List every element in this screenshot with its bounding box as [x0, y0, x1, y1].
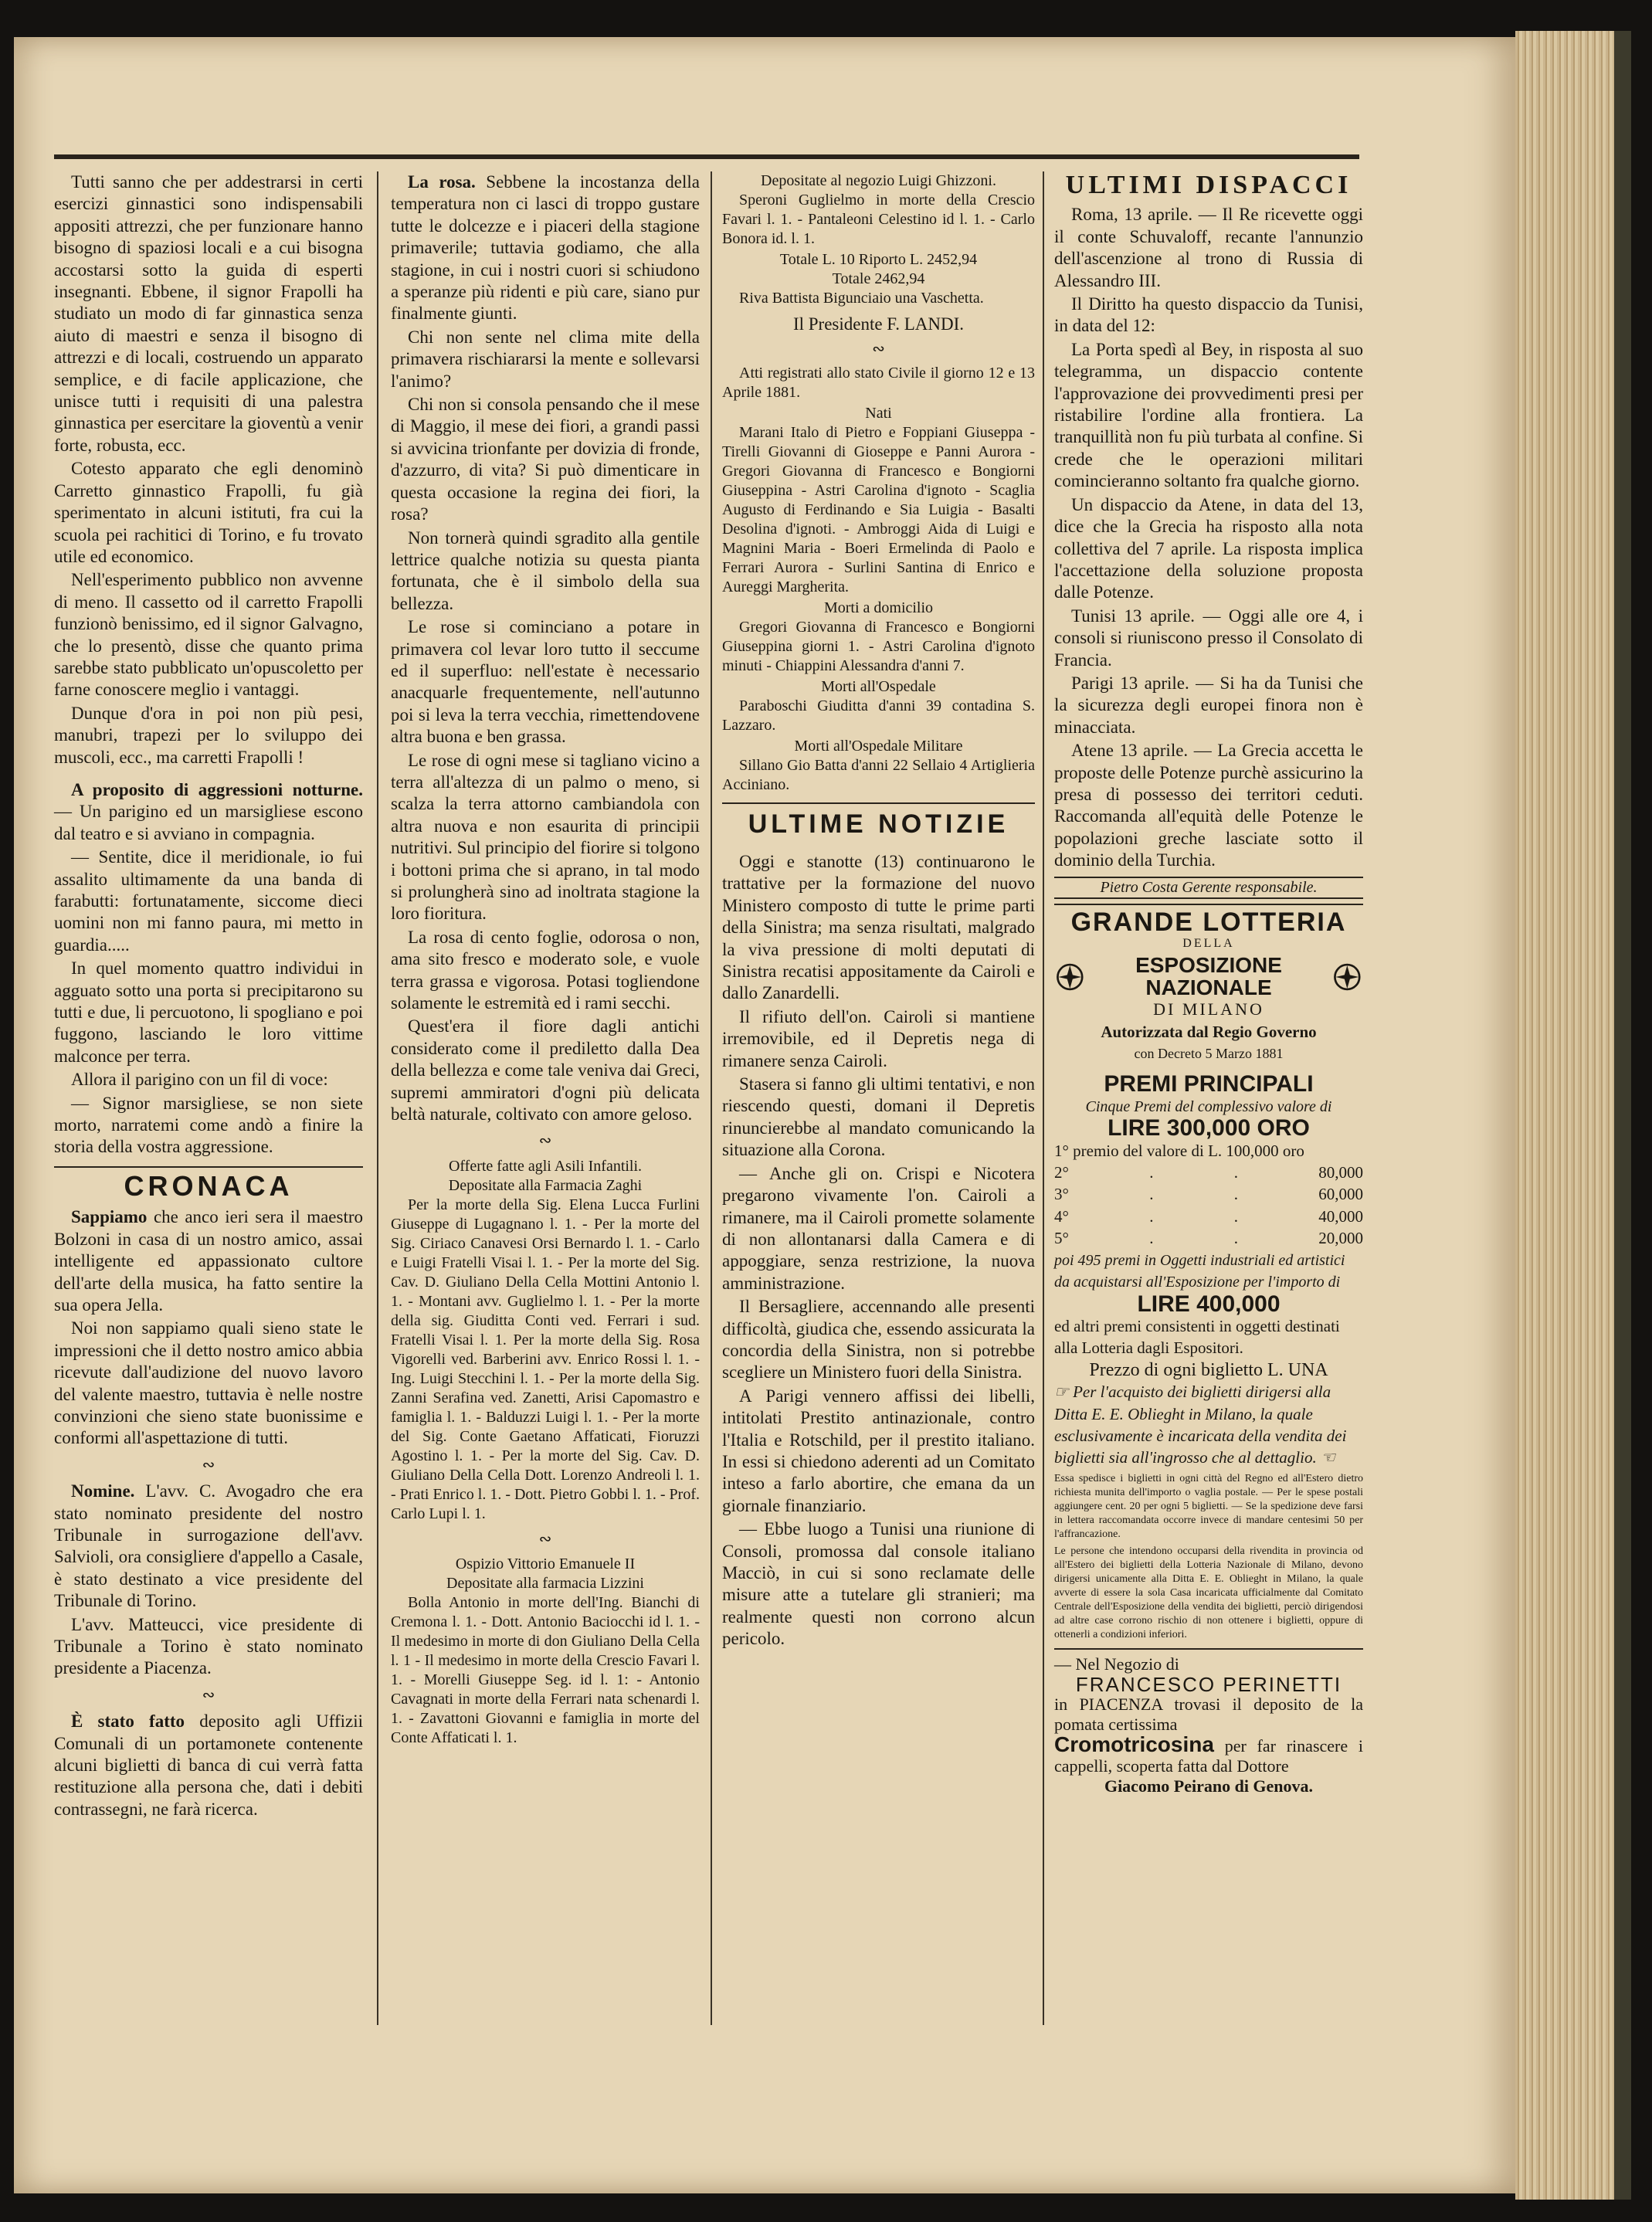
frapolli-paragraph-4: Dunque d'ora in poi non più pesi, manubri, trapezi per lo sviluppo dei muscoli, ecc., ma carretti Frapolli ! — [54, 703, 363, 767]
spedisce-paragraph: Essa spedisce i biglietti in ogni città del Regno ed all'Estero dietro richiesta munita dell'importo o vaglia postale. — Per le spese postali aggiungere cent. 20 per ogni 5 biglietti. — Se la spedizione deve farsi in lettera raccomandata occorre invece di mandare centesimi 50 per l'affrancazione. — [1054, 1472, 1363, 1540]
deposito-text: deposito agli Uffizii Comunali di un portamonete contenente alcuni biglietti di banca di cui verrà fatta restituzione alla persona che, dati i debiti contrassegni, ne farà ricerca. — [54, 1711, 364, 1819]
dispaccio-2: Il Diritto ha questo dispaccio da Tunisi, in data del 12: — [1054, 294, 1363, 336]
column-separator — [711, 171, 712, 2025]
deposito-lead: È stato fatto — [71, 1711, 185, 1732]
rosa-paragraph-4: Non tornerà quindi sgradito alla gentile lettrice qualche notizia su questa pianta fortunata, che è il simbolo della sua bellezza. — [391, 528, 700, 613]
ornament-divider: ∾ — [202, 1686, 215, 1704]
pointing-hand-icon: ☞ — [1054, 1382, 1069, 1402]
notizie-paragraph-2: Il rifiuto dell'on. Cairoli si mantiene irremovibile, ed il Depretis nega di rimanere senza Cairoli. — [722, 1006, 1035, 1070]
rosa-paragraph-8: Quest'era il fiore dagli antichi considerato come il prediletto dalla Dea della bellezza e come tale veniva dai Greci, supremi ammiratori d'ogni più delicata beltà naturale, coltivato con amore geloso. — [391, 1016, 700, 1125]
prize-row-4: 4° . . 40,000 — [1054, 1206, 1363, 1227]
ospizio-heading: Ospizio Vittorio Emanuele II — [455, 1555, 636, 1573]
top-rule — [54, 154, 1359, 159]
aggressioni-paragraph — [54, 779, 363, 845]
offerte-heading: Offerte fatte agli Asili Infantili. — [448, 1157, 643, 1175]
nati-heading: Nati — [865, 405, 892, 422]
persone-paragraph: Le persone che intendono occuparsi della rivendita in provincia od all'Estero dei biglietti della Lotteria Nazionale di Milano, devono dirigersi unicamente alla Ditta E. E. Oblieght in Milano, la quale avverte di essere la sola Casa incaricata ufficialmente dal Comitato Centrale dell'Esposizione della vendita dei biglietti, perciò dirigendosi ad altre case corrono rischio di non ottenere i biglietti, oppure di ottenerli a condizioni inferiori. — [1054, 1545, 1363, 1640]
acquisto-text: Per l'acquisto dei biglietti dirigersi alla Ditta E. E. Oblieght in Milano, la quale esclusivamente è incaricata della vendita dei biglietti sia all'ingrosso che al dettaglio. — [1054, 1382, 1347, 1467]
frapolli-paragraph-1: Tutti sanno che per addestrarsi in certi esercizi ginnastici sono indispensabili appositi attrezzi, che per funzionare hanno bisogno di spaziosi locali e a cui bisogna accostarsi sotto la guida di esperti insegnanti. Ebbene, il signor Frapolli ha studiato un modo di far ginnastica senza aiuto di maestri e senza il bisogno di attrezzi e di locali, costruendo un apparato semplice, e di facile applicazione, che unisce tutti i requisiti di una palestra ginnastica per esercitare la gioventù a venir forte, robusta, ecc. — [54, 172, 363, 455]
perinetti-advertisement — [1054, 1648, 1363, 1796]
notizie-paragraph-5: Il Bersagliere, accennando alle presenti difficoltà, giudica che, essendo assicurata la concordia della Sinistra, non si potrebbe scegliere un Ministero fuori della Sinistra. — [722, 1297, 1035, 1382]
altri-premi: ed altri premi consistenti in oggetti destinati alla Lotteria dagli Espositori. — [1054, 1316, 1340, 1358]
ghizzoni-list: Speroni Guglielmo in morte della Crescio Favari l. 1. - Pantaleoni Celestino id l. 1. - Carlo Bonora id. l. 1. — [722, 192, 1035, 247]
ospizio-list: Bolla Antonio in morte dell'Ing. Bianchi di Cremona l. 1. - Dott. Antonio Baciocchi id l. 1. - Il medesimo in morte di don Giuliano Della Cella l. 1 - Il medesimo in morte della Crescio Favari l. 1. - Morelli Giuseppe Seg. id l. 1: - Antonio Cavagnati in morte della Ferrari nata schenardi l. 1. - Zavattoni Giovanni e famiglia in morte del Conte Affaticati l. 1. — [391, 1594, 700, 1747]
coat-of-arms-icon — [1331, 959, 1363, 995]
aggressioni-paragraph-4: Allora il parigino con un fil di voce: — [71, 1070, 328, 1090]
section-divider — [722, 802, 1035, 804]
ospizio-subheading: Depositate alla farmacia Lizzini — [446, 1575, 644, 1593]
aggressioni-text: — Un parigino ed un marsigliese escono dal teatro e si avviano in compagnia. — [54, 802, 363, 843]
morti-ospedale-heading: Morti all'Ospedale — [821, 678, 936, 695]
nomine-paragraph-2: L'avv. Matteucci, vice presidente di Tribunale a Torino è stato nominato presidente a Piacenza. — [54, 1614, 363, 1678]
deposito-paragraph — [54, 1711, 363, 1820]
prize-row-5: 5° . . 20,000 — [1054, 1227, 1363, 1249]
atti-paragraph: Atti registrati allo stato Civile il giorno 12 e 13 Aprile 1881. — [722, 365, 1035, 401]
lotteria-della: DELLA — [1182, 937, 1235, 950]
prize-list — [1054, 1140, 1363, 1250]
rosa-paragraph-5: Le rose si cominciano a potare in primavera col levar loro tutto il seccume ed il superfluo: nell'estate è necessario anacquarle frequentemente, nell'autunno poi si leva la terra vecchia, rimettendovene altra buona e ben grassa. — [391, 617, 700, 747]
lotteria-title: GRANDE LOTTERIA — [1070, 907, 1347, 937]
dispaccio-6: Parigi 13 aprile. — Si ha da Tunisi che la sicurezza degli europei finora non è minacciata. — [1054, 673, 1363, 737]
notizie-paragraph-3: Stasera si fanno gli ultimi tentativi, e non riescendo questi, domani il Depretis rinuncierebbe al mandato comunicando la situazione alla Corona. — [722, 1074, 1035, 1160]
piacenza-line: in PIACENZA trovasi il deposito de la pomata certissima — [1054, 1694, 1363, 1734]
riva-paragraph: Riva Battista Bigunciaio una Vaschetta. — [739, 290, 984, 307]
dispaccio-3: La Porta spedì al Bey, in risposta al suo telegramma, un dispaccio contente l'approvazione dei provvedimenti presi per ristabilire l'ordine alla frontiera. La tranquillità non fu più turbata al confine. Si crede che le operazioni militari comincieranno soltanto fra qualche giorno. — [1054, 339, 1363, 491]
lotteria-expo-row — [1054, 955, 1363, 999]
dispaccio-5: Tunisi 13 aprile. — Oggi alle ore 4, i consoli si riuniscono presso il Consolato di Francia. — [1054, 606, 1363, 670]
dispaccio-1: Roma, 13 aprile. — Il Re ricevette oggi il conte Schuvaloff, recante l'annunzio dell'ascenzione al trono di Russia di Alessandro III. — [1054, 205, 1363, 290]
rinascere-text: per far rinascere i cappelli, scoperta fatta dal Dottore — [1054, 1735, 1363, 1776]
totale-line-1: Totale L. 10 Riporto L. 2452,94 — [779, 251, 978, 268]
morti-militare-heading: Morti all'Ospedale Militare — [794, 738, 963, 755]
rosa-paragraph-6: Le rose di ogni mese si tagliano vicino a terra all'altezza di un palmo o meno, si scalza la terra attorno cambiandola con altra nuova e non esaurita di principii nutritivi. Sul principio del fiorire si tolgono i bottoni prima che si aprano, in tal modo si prolungherà sino ad inoltrata stagione la loro fioritura. — [391, 750, 700, 924]
ultime-notizie-body — [722, 851, 1035, 1650]
lotteria-milano: DI MILANO — [1153, 999, 1264, 1019]
cronaca-paragraph-1 — [54, 1206, 363, 1316]
frapolli-paragraph-2: Cotesto apparato che egli denominò Carretto ginnastico Frapolli, fu già sperimentato in alcuni istituti, fra cui la scuola pei rachitici di Torino, e fu trovato utile ed economico. — [54, 459, 363, 566]
cronaca-text: che anco ieri sera il maestro Bolzoni in casa di un nostro amico, assai intelligente ed appassionato cultore dell'arte della musica, ha fatto sentire la sua opera Jella. — [54, 1207, 363, 1315]
dispaccio-4: Un dispaccio da Atene, in data del 13, dice che la Grecia ha risposto alla nota collettiva del 7 aprile. La risposta implica l'accettazione della soluzione proposta dalle Potenze. — [1054, 494, 1363, 602]
premi-heading: PREMI PRINCIPALI — [1104, 1071, 1314, 1097]
totale-line-2: Totale 2462,94 — [832, 270, 925, 287]
frapolli-paragraph-3: Nell'esperimento pubblico non avvenne di meno. Il cassetto od il carretto Frapolli funzionò benissimo, ed il signor Galvagno, che lo presentò, disse che quanto prima sarebbe stato pubblicato un'opuscoletto per farne conoscere meglio i vantaggi. — [54, 570, 363, 700]
pointing-hand-icon: ☜ — [1320, 1448, 1335, 1467]
aggressioni-paragraph-2: — Sentite, dice il meridionale, io fui assalito ultimamente da una banda di farabutti: fortunatamente, siccome dieci uomini non mi fanno paura, mi metto in guardia..... — [54, 847, 363, 955]
cronaca-paragraph-2: Noi non sappiamo quali sieno state le impressioni che il detto nostro amico abbia ricevute dall'audizione del nuovo lavoro del valente maestro, tuttavia è nelle nostre convinzioni che sieno state buonissime e conformi all'aspettazione di tutti. — [54, 1318, 363, 1448]
ornament-divider: ∾ — [538, 1132, 552, 1150]
column-4 — [1054, 171, 1363, 1796]
notizie-paragraph-7: — Ebbe luogo a Tunisi una riunione di Consoli, promossa dal console italiano Macciò, in cui si sono reclamate delle misure atte a tutelare gli stranieri; ma realmente questi non corrono alcun pericolo. — [722, 1519, 1035, 1649]
prize-label: 4° — [1054, 1206, 1069, 1226]
cromotricosina-row — [1054, 1732, 1363, 1776]
perinetti-name: FRANCESCO PERINETTI — [1075, 1672, 1342, 1696]
column-2 — [391, 171, 700, 1749]
notizie-paragraph-1: Oggi e stanotte (13) continuarono le trattative per la formazione del nuovo Ministero composto di tutte le prime parti della Sinistra; ma senza risultati, malgrado la viva pressione di molti deputati di Sinistra recatisi appositamente da Cairoli e dallo Zanardelli. — [722, 852, 1035, 1003]
prize-row-3: 3° . . 60,000 — [1054, 1183, 1363, 1205]
lotteria-autorizzata: Autorizzata dal Regio Governo — [1101, 1022, 1317, 1041]
section-divider — [54, 1166, 363, 1168]
rosa-paragraph-7: La rosa di cento foglie, odorosa o non, ama sito fresco e moderato sole, e vuole terra grassa e vigorosa. Potasi togliendone solamente le estremità ed i rami secchi. — [391, 927, 700, 1013]
cronaca-lead: Sappiamo — [71, 1207, 148, 1227]
nati-list: Marani Italo di Pietro e Foppiani Giuseppa - Tirelli Giovanni di Gioseppe e Panni Aurora - Gregori Giovanna di Francesco e Bongiorni Giuseppina - Astri Carolina d'ignoto - Scaglia Augusto di Ferdinando e Sia Luigia - Basalti Desolina d'ignoti. - Ambroggi Aida di Luigi e Magnini Maria - Boeri Ermelinda di Paolo e Ferrari Aurora - Surlini Santina di Enrico e Aureggi Margherita. — [722, 424, 1035, 595]
offerte-list: Per la morte della Sig. Elena Lucca Furlini Giuseppe di Lugagnano l. 1. - Per la morte del Sig. Ciriaco Canavesi Orsi Bernardo l. 1. - Carlo e Luigi Fratelli Visai l. 1. - Per la morte del Sig. Cav. D. Giuliano Della Cella Mottini Antonio l. 1. - Montani avv. Guglielmo l. 1. - Per la morte della sig. Giuditta Conti ved. Ferrari i sud. Fratelli Visai l. 1. Per la morte della Sig. Rosa Vigorelli ved. Barberini avv. Enrico Rossi l. 1. - Ing. Luigi Stecchini l. 1. - Per la morte della Sig. Zanni Serafina ved. Zanetti, Arisi Capomastro e famiglia l. 1. - Balduzzi Luigi l. 1. - Per la morte del Sig. Conte Gaetano Affaticati, Fioruzzi Agostino l. 1. - Per la morte del Sig. Cav. D. Giuliano Della Cella Dott. Lorenzo Andreoli l. 1. - Prati Enrico l. 1. - Dott. Pietro Gobbi l. 1. - Prof. Carlo Lupi l. 1. — [391, 1196, 700, 1522]
rosa-paragraph-3: Chi non si consola pensando che il mese di Maggio, il mese dei fiori, a grandi passi si avvicina trionfante per dovizia di fronde, d'azzurro, di vita? Si può dimenticare in questa occasione la regina dei fiori, la rosa? — [391, 395, 700, 524]
presidente-signature: Il Presidente F. LANDI. — [792, 314, 965, 334]
prize-value: 60,000 — [1318, 1185, 1363, 1204]
cromotricosina-name: Cromotricosina — [1054, 1732, 1214, 1756]
lire-400000: LIRE 400,000 — [1137, 1291, 1281, 1317]
negozio-line: — Nel Negozio di — [1054, 1654, 1179, 1674]
ghizzoni-heading: Depositate al negozio Luigi Ghizzoni. — [761, 172, 996, 189]
prize-value: 80,000 — [1318, 1163, 1363, 1182]
ultimi-dispacci-heading: ULTIMI DISPACCI — [1065, 171, 1352, 199]
column-1 — [54, 171, 363, 1822]
aggressioni-heading: A proposito di aggressioni notturne. — [71, 779, 363, 799]
coat-of-arms-icon — [1054, 959, 1086, 995]
lotteria-advertisement — [1054, 904, 1363, 1642]
dispaccio-7: Atene 13 aprile. — La Grecia accetta le proposte delle Potenze purchè assicurino la presa di possesso dei territori ceduti. Raccomanda all'equità delle Potenze le popolazioni greche lasciate sotto il dominio della Turchia. — [1054, 741, 1363, 870]
column-separator — [1043, 171, 1044, 2025]
prize-label: 5° — [1054, 1229, 1069, 1248]
nomine-lead: Nomine. — [71, 1481, 135, 1501]
nomine-text: L'avv. C. Avogadro che era stato nominato presidente del nostro Tribunale in surrogazione dell'avv. Salvioli, ora consigliere d'appello a Casale, è stato destinato a vice presidente del Tribunale di Torino. — [54, 1481, 363, 1611]
binding-cloth — [1614, 31, 1631, 2200]
ornament-divider: ∾ — [872, 341, 885, 358]
notizie-paragraph-6: A Parigi vennero affissi dei libelli, intitolati Prestito antinazionale, contro l'Italia e Rotschild, per il prestito italiano. In essi si chiedono aderenti ad un Comitato inteso a farlo abortire, che emana da un giornale finanziario. — [722, 1386, 1035, 1515]
lotteria-decreto: con Decreto 5 Marzo 1881 — [1134, 1046, 1284, 1062]
book-binding — [1515, 31, 1631, 2200]
prize-value: 20,000 — [1318, 1229, 1363, 1248]
rosa-text: Sebbene la incostanza della temperatura non ci lasci di troppo gustare tutte le dolcezze e i piaceri della stagione primaverile; tuttavia godiamo, che alla stagione, in cui i nostri cuori si schiudono a speranze più ridenti e più care, siano pur finalmente giunti. — [391, 172, 700, 324]
lotteria-esposizione: ESPOSIZIONE NAZIONALE — [1135, 953, 1282, 999]
prize-row-1: 1° premio del valore di L. 100,000 oro — [1054, 1141, 1304, 1160]
cronaca-heading: CRONACA — [124, 1169, 293, 1202]
aggressioni-paragraph-3: In quel momento quattro individui in agguato sotto una porta si precipitarono su tutti e due, li percuotono, li spogliano e poi fuggono, lasciando le loro vittime malconce per terra. — [54, 958, 363, 1066]
notizie-paragraph-4: — Anche gli on. Crispi e Nicotera pregarono vivamente l'on. Cairoli a rimanere, ma il Cairoli promette solamente di non allontanarsi dalla Camera e di appoggiare, senza restrizione, la nuova amministrazione. — [722, 1163, 1035, 1293]
morti-domicilio-list: Gregori Giovanna di Francesco e Bongiorni Giuseppina giorni 1. - Astri Carolina d'ignoto minuti - Chiappini Alessandra d'anni 7. — [722, 619, 1035, 674]
ultime-notizie-heading: ULTIME NOTIZIE — [748, 809, 1009, 839]
column-separator — [377, 171, 378, 2025]
column-3 — [722, 171, 1035, 1652]
lire-300000: LIRE 300,000 ORO — [1108, 1115, 1310, 1142]
rosa-paragraph-1 — [391, 171, 700, 325]
morti-ospedale-list: Paraboschi Giuditta d'anni 39 contadina S. Lazzaro. — [722, 697, 1035, 734]
offerte-subheading: Depositate alla Farmacia Zaghi — [448, 1176, 643, 1194]
prize-row-2: 2° . . 80,000 — [1054, 1162, 1363, 1183]
poi-premi: poi 495 premi in Oggetti industriali ed artistici da acquistarsi all'Esposizione per l'importo di — [1054, 1251, 1345, 1291]
morti-militare-list: Sillano Gio Batta d'anni 22 Sellaio 4 Artiglieria Acciniano. — [722, 757, 1035, 793]
nomine-paragraph — [54, 1481, 363, 1612]
morti-domicilio-heading: Morti a domicilio — [823, 599, 934, 616]
premi-subheading: Cinque Premi del complessivo valore di — [1085, 1097, 1332, 1115]
aggressioni-paragraph-5: — Signor marsigliese, se non siete morto, narratemi come andò a finire la storia della vostra aggressione. — [54, 1093, 363, 1157]
acquisto-paragraph — [1054, 1381, 1363, 1469]
peirano-line: Giacomo Peirano di Genova. — [1104, 1776, 1314, 1796]
rosa-heading: La rosa. — [408, 172, 476, 192]
ornament-divider: ∾ — [202, 1456, 215, 1474]
rosa-paragraph-2: Chi non sente nel clima mite della primavera rischiararsi la mente e sollevarsi l'animo? — [391, 327, 700, 391]
prezzo-biglietto: Prezzo di ogni biglietto L. UNA — [1089, 1359, 1328, 1380]
ornament-divider: ∾ — [538, 1530, 552, 1548]
prize-value: 40,000 — [1318, 1206, 1363, 1226]
gerente-line: Pietro Costa Gerente responsabile. — [1054, 877, 1363, 899]
prize-label: 2° — [1054, 1163, 1069, 1182]
prize-label: 3° — [1054, 1185, 1069, 1204]
